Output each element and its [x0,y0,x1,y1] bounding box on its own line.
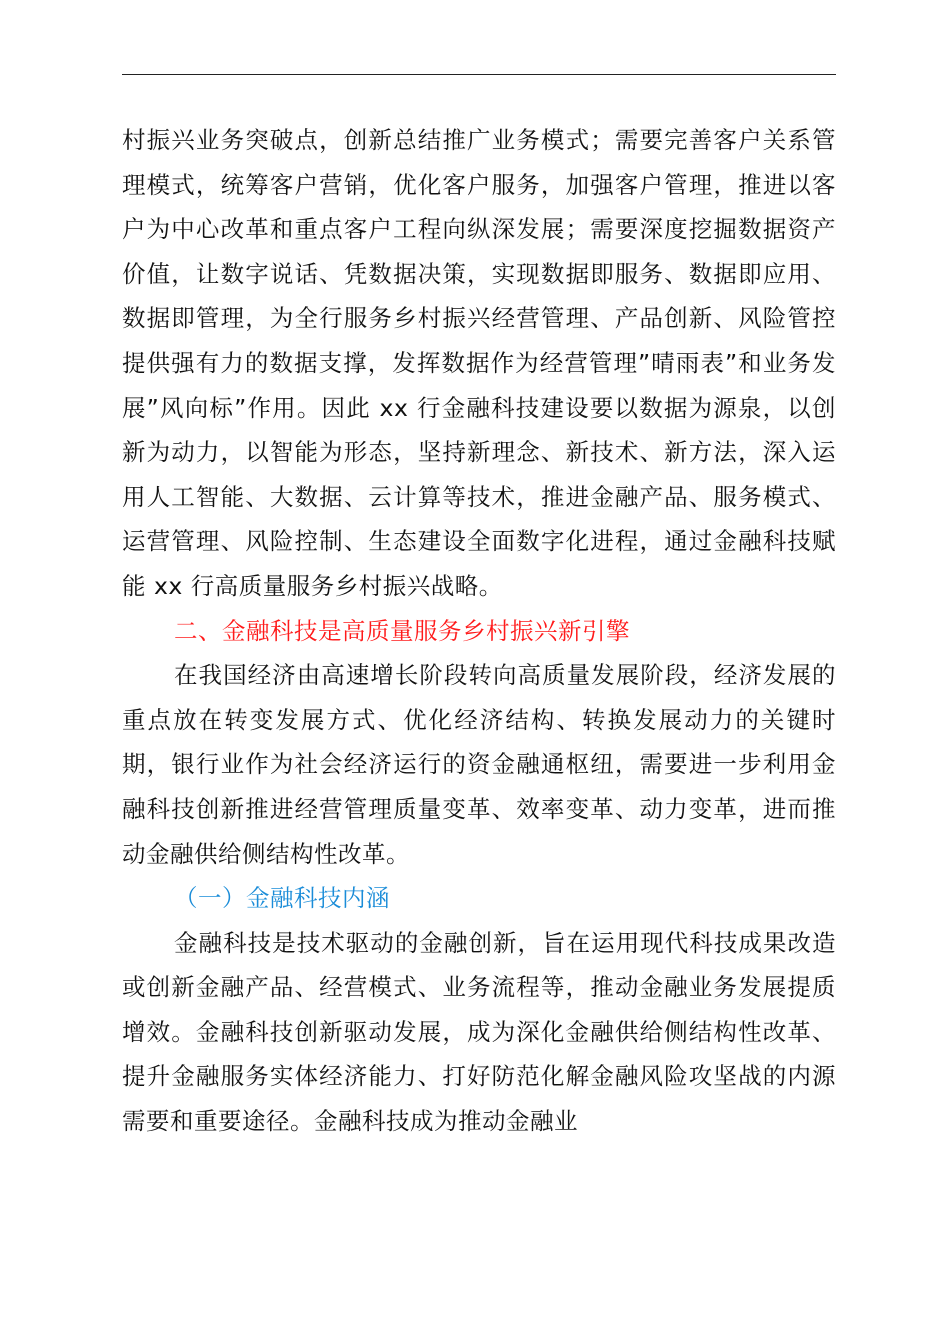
document-body [122,118,836,1144]
paragraph-section-2-intro: 在我国经济由高速增长阶段转向高质量发展阶段，经济发展的重点放在转变发展方式、优化经济结构、转换发展动力的关键时期，银行业作为社会经济运行的资金融通枢纽，需要进一步利用金融科技创新推进经营管理质量变革、效率变革、动力变革，进而推动金融供给侧结构性改革。 [122,661,836,868]
header-rule [122,74,836,75]
paragraph-fintech-definition: 金融科技是技术驱动的金融创新，旨在运用现代科技成果改造或创新金融产品、经营模式、业务流程等，推动金融业务发展提质增效。金融科技创新驱动发展，成为深化金融供给侧结构性改革、提升金融服务实体经济能力、打好防范化解金融风险攻坚战的内源需要和重要途径。金融科技成为推动金融业 [122,928,836,1136]
paragraph-continued: 村振兴业务突破点，创新总结推广业务模式；需要完善客户关系管理模式，统筹客户营销，优化客户服务，加强客户管理，推进以客户为中心改革和重点客户工程向纵深发展；需要深度挖掘数据资产价值，让数字说话、凭数据决策，实现数据即服务、数据即应用、数据即管理，为全行服务乡村振兴经营管理、产品创新、风险管控提供强有力的数据支撑，发挥数据作为经营管理”晴雨表”和业务发展”风向标”作用。因此 xx 行金融科技建设要以数据为源泉，以创新为动力，以智能为形态，坚持新理念、新技术、新方法，深入运用人工智能、大数据、云计算等技术，推进金融产品、服务模式、运营管理、风险控制、生态建设全面数字化进程，通过金融科技赋能 xx 行高质量服务乡村振兴战略。 [122,126,836,600]
subsection-heading-1: （一）金融科技内涵 [174,884,390,913]
section-heading-2: 二、金融科技是高质量服务乡村振兴新引擎 [174,616,630,645]
